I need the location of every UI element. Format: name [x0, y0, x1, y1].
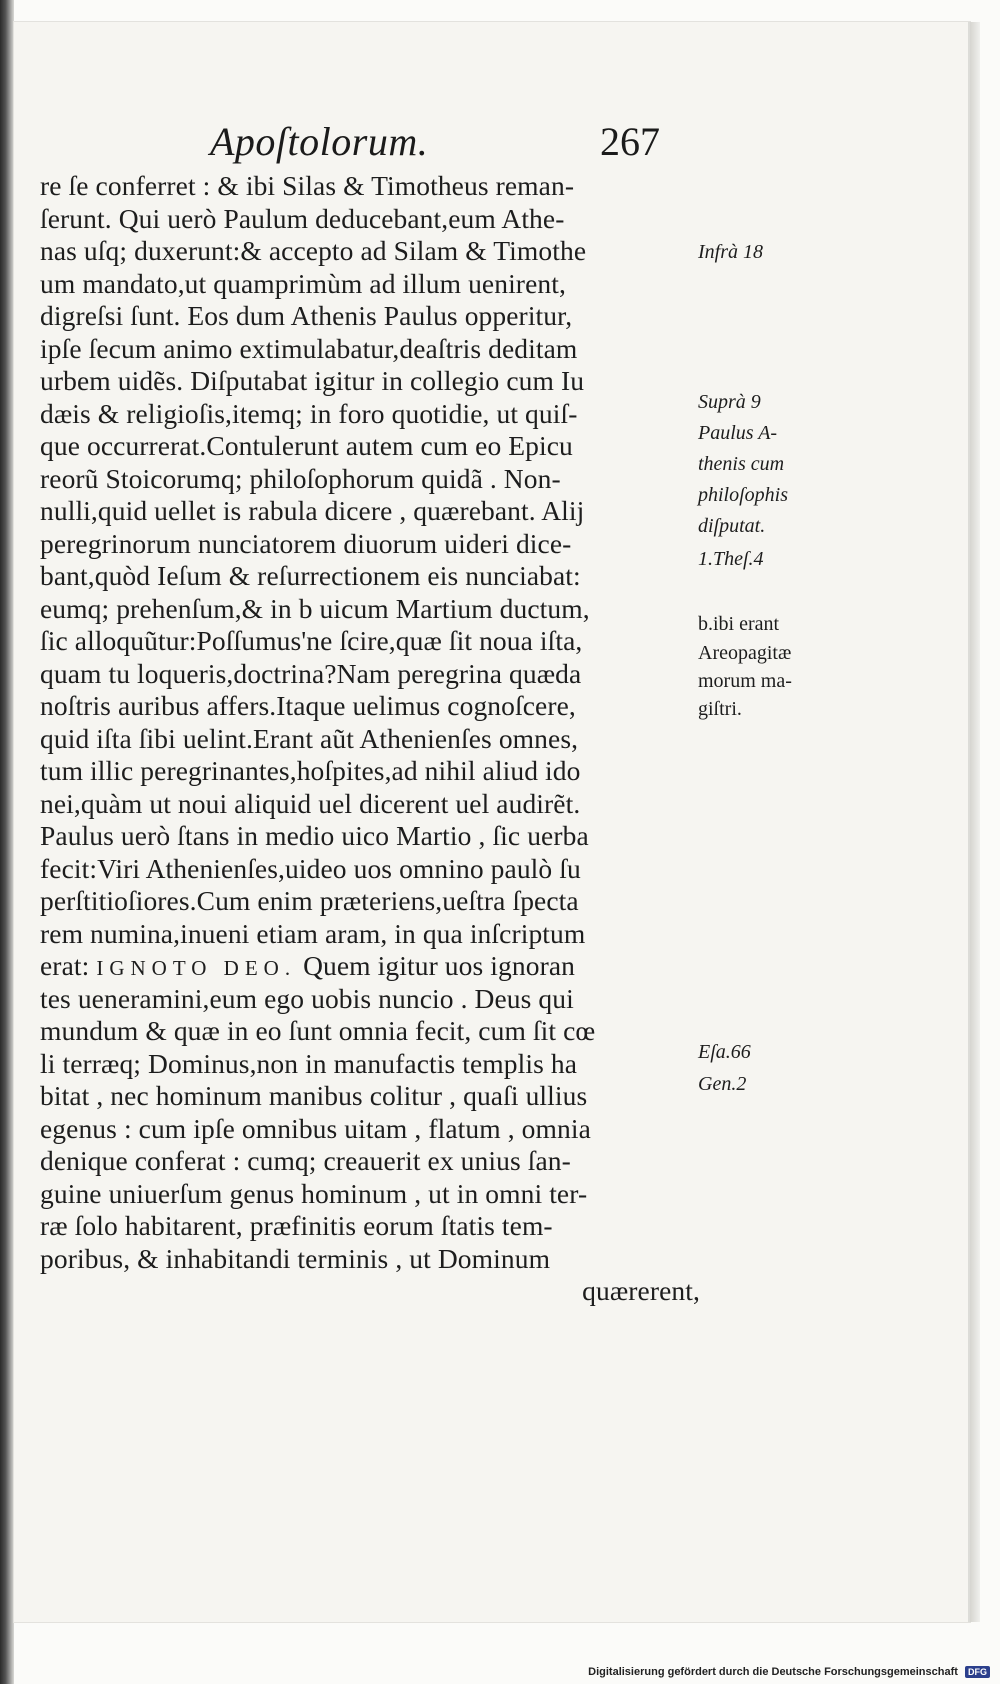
text-line: reorũ Stoicorumq; philoſophorum quidã . Non-	[40, 462, 561, 494]
text-line: quam tu loqueris,doctrina?Nam peregrina quæda	[40, 657, 582, 689]
text-line: um mandato,ut quamprimùm ad illum uenirent,	[40, 267, 566, 299]
text-line: digreſsi ſunt. Eos dum Athenis Paulus opperitur,	[40, 300, 573, 331]
text-line: guine uniuerſum genus hominum , ut in omni ter-	[40, 1177, 588, 1209]
running-head	[210, 118, 690, 174]
margin-note-gloss-2: Areopagitæ	[698, 642, 792, 664]
margin-note-gloss-4: giſtri.	[698, 698, 742, 720]
digitization-credit	[588, 1666, 990, 1678]
inscription-ignoto-deo: IGNOTO DEO.	[96, 956, 297, 980]
text-line: li terræq; Dominus,non in manufactis templis ha	[40, 1047, 578, 1079]
text-line: que occurrerat.Contulerunt autem cum eo Epicu	[40, 430, 573, 461]
text-line: ſic alloquũtur:Poſſumus'ne ſcire,quæ ſit noua iſta,	[40, 625, 583, 656]
text-line: ipſe ſecum animo extimulabatur,deaſtris deditam	[40, 332, 578, 364]
text-line: mundum & quæ in eo ſunt omnia fecit, cum ſit cœ	[40, 1015, 596, 1046]
text-line: Paulus uerò ſtans in medio uico Martio , ſic uerba	[40, 820, 589, 851]
margin-note-gloss-1: b.ibi erant	[698, 613, 780, 635]
margin-note-paulus-1: Paulus A-	[698, 422, 778, 444]
margin-note-infra: Infrà 18	[698, 241, 763, 263]
text-line: noſtris auribus affers.Itaque uelimus cognoſcere,	[40, 690, 576, 721]
text-line: urbem uidẽs. Diſputabat igitur in collegio cum Iu	[40, 365, 585, 396]
text-line: ſerunt. Qui uerò Paulum deducebant,eum Athe-	[40, 202, 565, 234]
margin-note-paulus-2: thenis cum	[698, 453, 785, 475]
dfg-logo: DFG	[965, 1666, 990, 1678]
text-line: denique conferat : cumq; creauerit ex unius ſan-	[40, 1145, 571, 1176]
text-line: re ſe conferret : & ibi Silas & Timotheus reman-	[40, 170, 575, 201]
body-text	[40, 170, 700, 1308]
inscription-suffix: Quem igitur uos ignoran	[296, 950, 575, 981]
margin-note-paulus-3: philoſophis	[698, 484, 789, 506]
text-line: nulli,quid uellet is rabula dicere , quærebant. Alij	[40, 495, 585, 526]
text-line: perſtitioſiores.Cum enim præteriens,ueſtra ſpecta	[40, 885, 579, 916]
margin-note-supra: Suprà 9	[698, 391, 761, 413]
book-spine-edge	[0, 0, 14, 1684]
text-line: fecit:Viri Athenienſes,uideo uos omnino paulò ſu	[40, 852, 581, 884]
margin-note-paulus-4: diſputat.	[698, 515, 766, 537]
margin-note-gen: Gen.2	[698, 1073, 747, 1095]
text-line: bant,quòd Ieſum & reſurrectionem eis nunciabat:	[40, 560, 581, 591]
text-line: nas uſq; duxerunt:& accepto ad Silam & Timothe	[40, 235, 587, 266]
inscription-line	[40, 950, 700, 983]
text-line: poribus, & inhabitandi terminis , ut Dominum	[40, 1242, 551, 1274]
text-line: dæis & religioſis,itemq; in foro quotidie, ut quiſ-	[40, 397, 578, 429]
margin-note-gloss-3: morum ma-	[698, 670, 792, 692]
text-line: ræ ſolo habitarent, præfinitis eorum ſtatis tem-	[40, 1210, 553, 1241]
text-line: quid iſta ſibi uelint.Erant aũt Athenienſes omnes,	[40, 722, 579, 754]
page-edge-shadow	[970, 22, 980, 1622]
margin-note-thes: 1.Theſ.4	[698, 548, 764, 570]
margin-note-esa: Eſa.66	[698, 1041, 751, 1063]
text-line: tum illic peregrinantes,hoſpites,ad nihil aliud ido	[40, 755, 581, 786]
text-line: eumq; prehenſum,& in b uicum Martium ductum,	[40, 592, 590, 624]
inscription-prefix: erat:	[40, 950, 97, 981]
text-line: nei,quàm ut noui aliquid uel dicerent uel audirẽt.	[40, 787, 581, 819]
text-line: egenus : cum ipſe omnibus uitam , flatum , omnia	[40, 1112, 591, 1144]
text-line: tes ueneramini,eum ego uobis nuncio . Deus qui	[40, 982, 574, 1014]
page-number: 267	[600, 119, 660, 164]
text-line: rem numina,inueni etiam aram, in qua inſcriptum	[40, 917, 586, 949]
running-title: Apoſtolorum.	[210, 119, 429, 164]
text-line: bitat , nec hominum manibus colitur , quaſi ullius	[40, 1080, 588, 1111]
catchword: quærerent,	[582, 1275, 700, 1306]
text-line: peregrinorum nunciatorem diuorum uideri dice-	[40, 527, 572, 559]
credit-text: Digitalisierung gefördert durch die Deutsche Forschungsgemeinschaft	[588, 1666, 958, 1678]
